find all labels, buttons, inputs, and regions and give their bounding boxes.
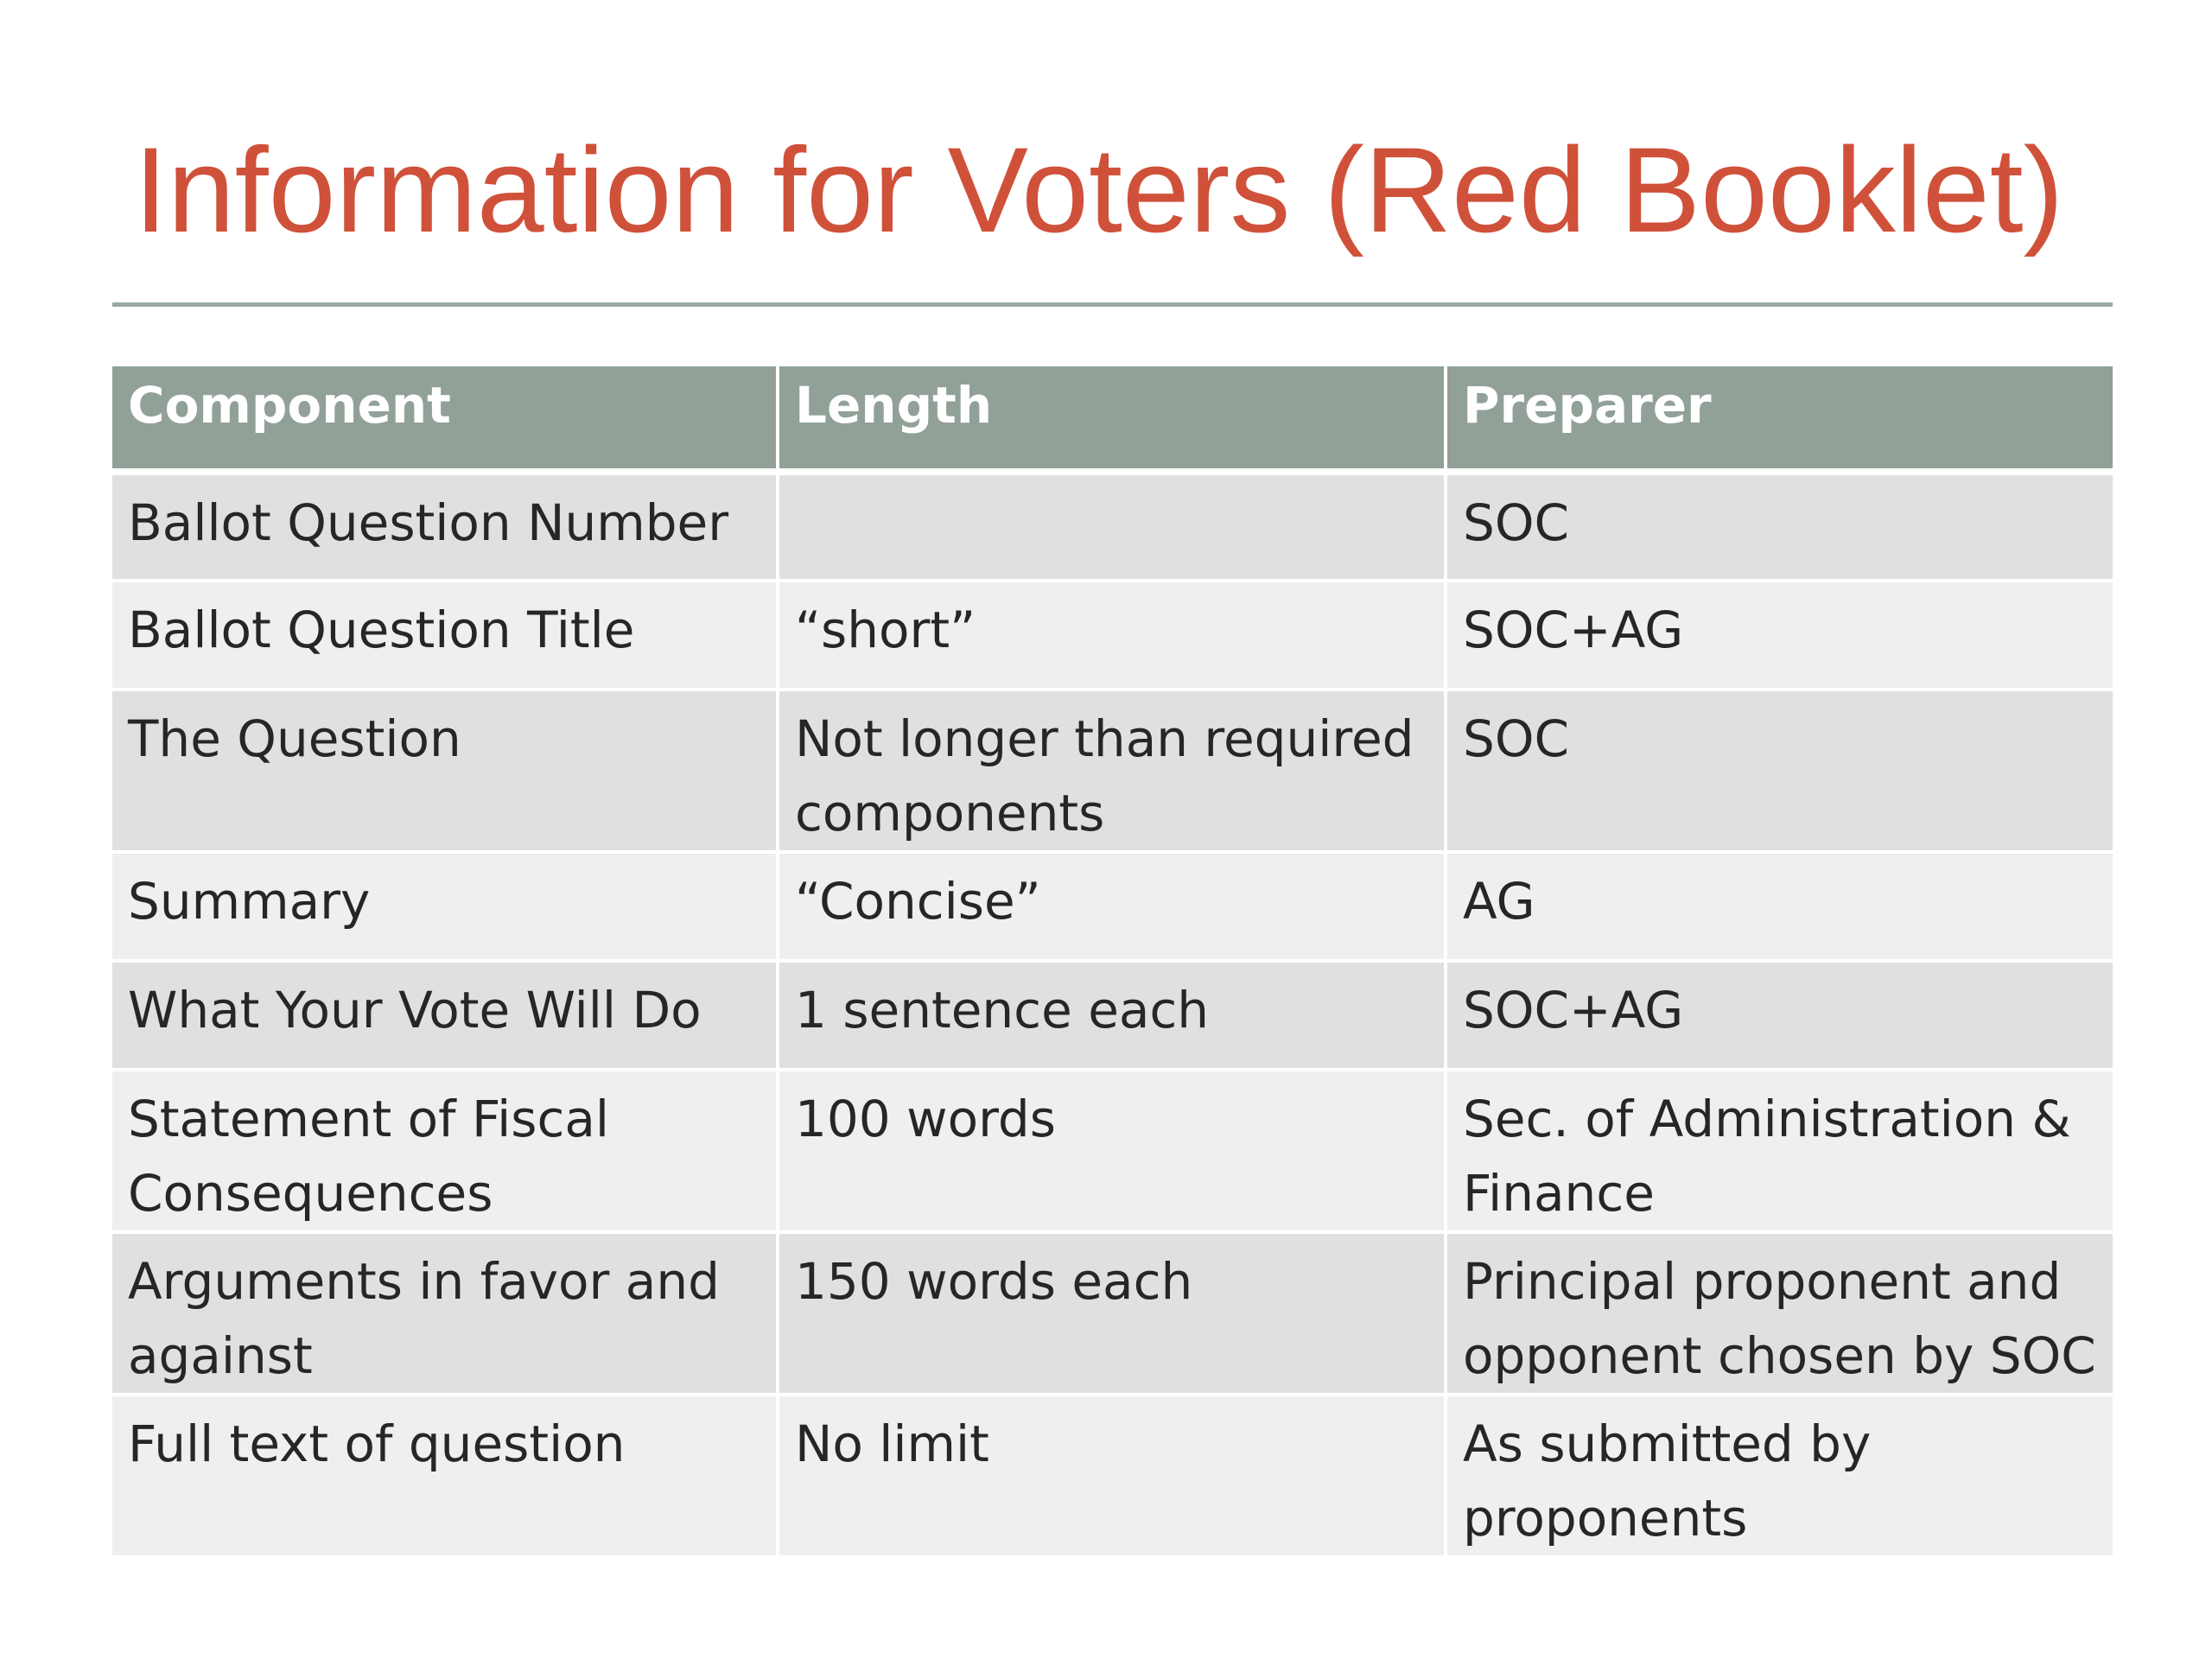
cell-length: 100 words: [778, 1070, 1446, 1232]
cell-component: The Question: [112, 690, 778, 852]
cell-preparer: SOC+AG: [1446, 581, 2113, 690]
table-row: [112, 581, 2113, 690]
cell-preparer: Sec. of Administration & Finance: [1446, 1070, 2113, 1232]
cell-preparer: SOC: [1446, 690, 2113, 852]
cell-component: Full text of question: [112, 1395, 778, 1557]
cell-preparer: SOC: [1446, 472, 2113, 581]
cell-preparer: SOC+AG: [1446, 961, 2113, 1070]
cell-length: “Concise”: [778, 852, 1446, 961]
cell-length: 1 sentence each: [778, 961, 1446, 1070]
slide-title: Information for Voters (Red Booklet): [134, 122, 2064, 257]
cell-component: Ballot Question Number: [112, 472, 778, 581]
cell-component: Statement of Fiscal Consequences: [112, 1070, 778, 1232]
table-row: [112, 1070, 2113, 1232]
cell-length: 150 words each: [778, 1232, 1446, 1395]
table-row: [112, 852, 2113, 961]
table-row: [112, 1395, 2113, 1557]
cell-component: Ballot Question Title: [112, 581, 778, 690]
title-divider: [112, 302, 2113, 307]
cell-component: What Your Vote Will Do: [112, 961, 778, 1070]
cell-preparer: AG: [1446, 852, 2113, 961]
cell-length: No limit: [778, 1395, 1446, 1557]
cell-component: Summary: [112, 852, 778, 961]
cell-length: “short”: [778, 581, 1446, 690]
info-table: [112, 366, 2113, 1559]
cell-length: [778, 472, 1446, 581]
header-length: Length: [778, 366, 1446, 472]
cell-preparer: Principal proponent and opponent chosen by SOC: [1446, 1232, 2113, 1395]
cell-component: Arguments in favor and against: [112, 1232, 778, 1395]
table-row: [112, 690, 2113, 852]
header-preparer: Preparer: [1446, 366, 2113, 472]
cell-preparer: As submitted by proponents: [1446, 1395, 2113, 1557]
cell-length: Not longer than required components: [778, 690, 1446, 852]
table-row: [112, 1232, 2113, 1395]
table-row: [112, 472, 2113, 581]
table-row: [112, 961, 2113, 1070]
table-header-row: [112, 366, 2113, 472]
header-component: Component: [112, 366, 778, 472]
